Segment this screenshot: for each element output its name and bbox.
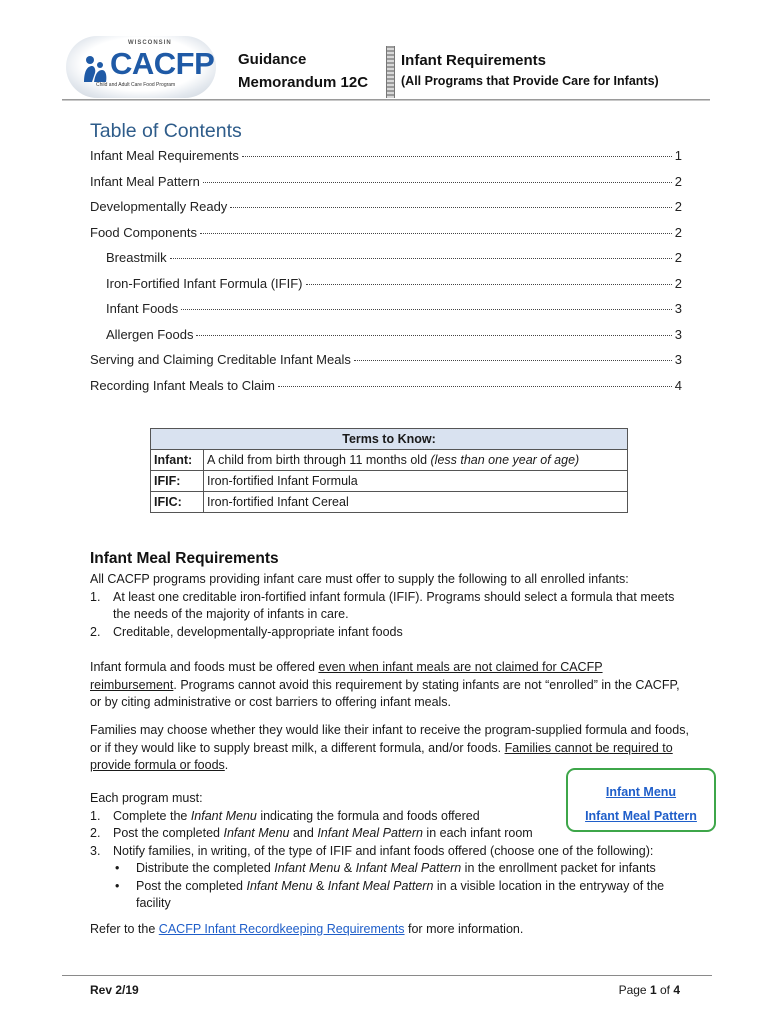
toc-leader-dots: [181, 309, 671, 310]
item-number: 1.: [90, 808, 101, 823]
resource-links-box: [566, 768, 716, 832]
para2-text-b: . Programs cannot avoid this requirement by stating infants are not “enrolled” in the CACFP, or by citing administrative or cost barriers to offering infant meals.: [90, 677, 680, 709]
paragraph-offer: [90, 659, 690, 712]
toc-entry-title: Infant Meal Requirements: [90, 148, 239, 163]
para3-text-b: .: [224, 758, 229, 772]
bullet-text-b: &: [312, 878, 328, 893]
term-definition-text: Iron-fortified Infant Cereal: [207, 495, 349, 509]
toc-entry-title: Infant Foods: [106, 301, 179, 316]
terms-heading: Terms to Know:: [151, 429, 628, 450]
bullet-text-b: &: [340, 861, 356, 875]
toc-entry-page: 2: [674, 224, 682, 240]
requirements-list: [90, 589, 690, 642]
step-item: [90, 843, 690, 861]
toc-leader-dots: [354, 360, 672, 361]
toc-heading: Table of Contents: [90, 120, 242, 142]
toc-entry-page: 4: [674, 377, 682, 393]
bullet-text-c: in the enrollment packet for infants: [461, 861, 656, 875]
each-program-label: Each program must:: [90, 791, 203, 805]
term-definition-note: (less than one year of age): [430, 453, 580, 467]
paragraph-families: [90, 722, 690, 775]
page-subtitle: (All Programs that Provide Care for Infants): [401, 74, 659, 88]
step-text-b: and: [289, 826, 318, 840]
toc-leader-dots: [196, 335, 671, 336]
toc-entry-page: 2: [674, 250, 682, 265]
section-title: Infant Meal Requirements: [90, 550, 279, 567]
toc-leader-dots: [278, 386, 672, 387]
infant-menu-link[interactable]: Infant Menu: [605, 785, 677, 799]
toc-entry[interactable]: [90, 276, 682, 302]
recordkeeping-link[interactable]: CACFP Infant Recordkeeping Requirements: [158, 922, 405, 936]
logo-main-text: CACFP: [110, 46, 215, 81]
toc-entry-page: 3: [674, 352, 682, 367]
toc-leader-dots: [242, 156, 672, 157]
current-page: 1: [649, 983, 657, 997]
term-label: IFIC:: [151, 492, 204, 513]
term-definition: [204, 450, 628, 471]
doc-type-line1: Guidance: [238, 51, 307, 68]
toc-entry[interactable]: [90, 301, 682, 327]
toc-entry-title: Recording Infant Meals to Claim: [90, 377, 275, 393]
term-label: IFIF:: [151, 471, 204, 492]
item-number: 1.: [90, 589, 101, 604]
footer-rule: [62, 975, 712, 976]
refer-text-b: for more information.: [404, 922, 524, 936]
refer-paragraph: [90, 921, 690, 939]
bullet-icon: •: [115, 861, 120, 875]
page-number: [600, 983, 680, 997]
toc-entry-page: 3: [674, 326, 682, 342]
step-text-a: Complete the: [113, 808, 191, 823]
intro-text: All CACFP programs providing infant care must offer to supply the following to all enrolled infants:: [90, 572, 629, 586]
bullet-text-i2: Infant Meal Pattern: [355, 861, 462, 875]
terms-row: [151, 450, 628, 471]
toc-entry[interactable]: [90, 225, 682, 251]
cacfp-logo: [66, 36, 216, 98]
requirement-item: [90, 589, 690, 624]
table-of-contents: [90, 148, 682, 403]
item-number: 2.: [90, 624, 101, 639]
doc-type-line2: Memorandum 12C: [238, 74, 369, 91]
toc-entry-title: Iron-Fortified Infant Formula (IFIF): [106, 275, 303, 291]
terms-row: [151, 492, 628, 513]
bullet-text-a: Distribute the completed: [136, 861, 275, 875]
toc-entry-title: Developmentally Ready: [90, 199, 228, 214]
toc-leader-dots: [170, 258, 672, 259]
step-text-c: in each infant room: [422, 826, 533, 840]
step-text-i: Infant Menu: [223, 826, 290, 840]
toc-entry[interactable]: [90, 327, 682, 353]
step-text-a: Notify families, in writing, of the type of IFIF and infant foods offered (choose one of the following):: [113, 843, 654, 858]
notify-bullets: [90, 860, 690, 913]
bullet-item: [90, 878, 690, 913]
page-word: Page: [618, 983, 650, 997]
item-number: 2.: [90, 826, 101, 840]
term-definition: [204, 471, 628, 492]
toc-entry-title: Serving and Claiming Creditable Infant Meals: [90, 352, 351, 367]
revision-label: Rev 2/19: [90, 983, 139, 997]
para3-text-a: Families may choose whether they would like their infant to receive the program-supplied formula and foods, or if they would like to supply breast milk, a different formula, and/or foods.: [90, 723, 689, 755]
toc-entry-title: Infant Meal Pattern: [90, 173, 200, 189]
toc-entry-page: 1: [674, 148, 682, 163]
term-definition-text: A child from birth through 11 months old: [207, 453, 431, 467]
item-text: At least one creditable iron-fortified infant formula (IFIF). Programs should select a formula that meets the needs of the majority of infants in care.: [113, 589, 675, 621]
bullet-text-i: Infant Menu: [246, 878, 313, 893]
step-text-b: indicating the formula and foods offered: [256, 808, 480, 823]
toc-entry[interactable]: [90, 199, 682, 225]
terms-row: [151, 471, 628, 492]
toc-leader-dots: [306, 284, 672, 285]
toc-entry-page: 2: [674, 173, 682, 189]
toc-entry-title: Allergen Foods: [106, 326, 194, 342]
of-word: of: [656, 983, 674, 997]
toc-entry[interactable]: [90, 174, 682, 200]
toc-entry-page: 2: [674, 199, 682, 214]
page-title: Infant Requirements: [401, 52, 547, 69]
logo-sub-text: Child and Adult Care Food Program: [96, 82, 176, 88]
toc-leader-dots: [200, 233, 672, 234]
step-text-i2: Infant Meal Pattern: [317, 826, 423, 840]
toc-entry[interactable]: [90, 378, 682, 404]
logo-state-text: WISCONSIN: [128, 40, 172, 46]
term-definition-text: Iron-fortified Infant Formula: [207, 474, 358, 488]
para3-underlined: Families cannot be required to provide formula or foods: [90, 740, 673, 772]
bullet-text-i: Infant Menu: [274, 861, 341, 875]
toc-entry-page: 3: [674, 301, 682, 316]
header-rule: [62, 99, 710, 101]
step-text-i: Infant Menu: [190, 808, 257, 823]
bullet-item: [90, 860, 690, 878]
term-label: Infant:: [151, 450, 204, 471]
item-text: Creditable, developmentally-appropriate infant foods: [113, 624, 403, 639]
document-type: [238, 48, 368, 94]
toc-leader-dots: [203, 182, 672, 183]
toc-entry[interactable]: [90, 148, 682, 174]
header-divider-bar: [386, 46, 395, 98]
toc-entry-title: Food Components: [90, 224, 197, 240]
step-text-a: Post the completed: [113, 826, 224, 840]
infant-meal-pattern-link[interactable]: Infant Meal Pattern: [585, 809, 697, 823]
para2-underlined: even when infant meals are not claimed for CACFP reimbursement: [90, 660, 603, 692]
term-definition: [204, 492, 628, 513]
bullet-text-c: in a visible location in the entryway of the facility: [136, 878, 665, 910]
toc-entry[interactable]: [90, 352, 682, 378]
toc-entry-page: 2: [674, 275, 682, 291]
toc-entry[interactable]: [90, 250, 682, 276]
total-pages: 4: [673, 983, 680, 997]
bullet-text-i2: Infant Meal Pattern: [327, 878, 434, 893]
refer-text-a: Refer to the: [90, 922, 159, 936]
bullet-icon: •: [115, 878, 120, 893]
toc-entry-title: Breastmilk: [106, 250, 167, 265]
requirement-item: [90, 624, 690, 642]
section-intro: [90, 571, 690, 641]
toc-leader-dots: [230, 207, 671, 208]
terms-table: [150, 428, 628, 513]
para2-text-a: Infant formula and foods must be offered: [90, 660, 319, 674]
page-header: [60, 32, 710, 102]
family-figure-icon: [80, 54, 110, 84]
item-number: 3.: [90, 843, 101, 858]
bullet-text-a: Post the completed: [136, 878, 247, 893]
